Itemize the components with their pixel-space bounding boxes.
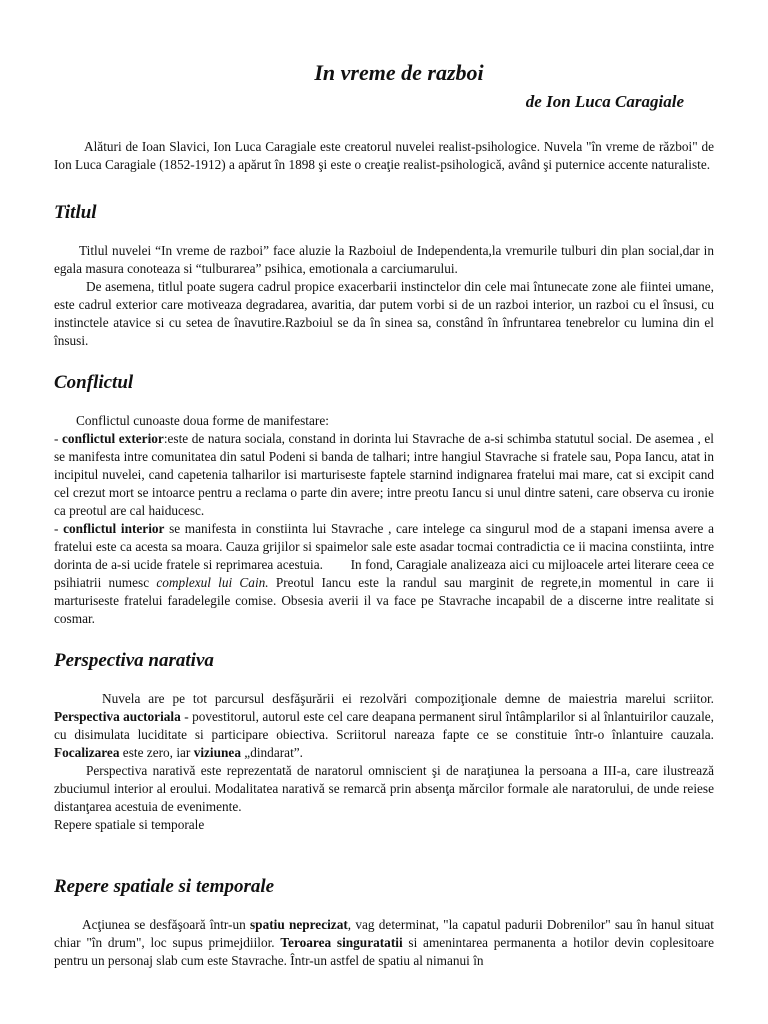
focalizarea-term: Focalizarea — [54, 745, 120, 760]
list-dash: - — [54, 521, 64, 536]
document-page — [54, 50, 718, 970]
conflictul-intro: Conflictul cunoaste doua forme de manifestare: — [76, 413, 329, 428]
teroarea-singuratatii-term: Teroarea singuratatii — [280, 935, 403, 950]
perspectiva-text-a: Nuvela are pe tot parcursul desfăşurării ei rezolvări compoziţionale demne de maiestria marelui scriitor. — [102, 691, 714, 706]
repere-text-a: Acţiunea se desfăşoară într-un — [82, 917, 250, 932]
viziunea-term: viziunea — [193, 745, 241, 760]
titlul-paragraph-2: De asemena, titlul poate sugera cadrul propice exacerbarii instinctelor din cele mai întunecate zone ale fiintei umane, este cadrul exterior care motiveaza degradarea, avaritia, dar putem vorbi si de un razboi interior, un razboi cu el însusi, cu instinctele atavice si cu setea de înavutire.Razboiul se da în sinea sa, constând în înfruntarea tenebrelor cu lumina din el însusi. — [54, 279, 714, 348]
section-heading-conflictul: Conflictul — [54, 372, 134, 393]
repere-paragraph — [54, 916, 714, 970]
conflictul-exterior-text: :este de natura sociala, constand in dorinta lui Stavrache de a-si schimba statutul social. De asemea , el se manifesta intre comunitatea din satul Podeni si banda de talhari; intre hangiul Stavrache si fratele sau, Popa Iancu, atat in incipitul nuvelei, cand capetenia talharilor isi marturiseste faptele starnind indignarea fratelui mai mare, cat si excipit cand cel crezut mort se intoarce pentru a reclama o parte din avere; intre preotu Iancu si unul dintre sateni, care observa cu ironie ca preotul are cal haiducesc. — [54, 431, 714, 518]
conflictul-interior-paragraph — [54, 520, 718, 628]
repere-text-b: , vag determinat, "la capatul padurii Dobrenilor" sau în hanul situat chiar "în drum", loc supus primejdiilor. — [54, 917, 714, 950]
perspectiva-text-d: „dindarat”. — [240, 745, 303, 760]
spatiu-neprecizat-term: spatiu neprecizat — [250, 917, 348, 932]
perspectiva-text-b: - povestitorul, autorul este cel care deapana permanent sirul întâmplarilor si al înlantuirilor cauzale, cu disimulata luciditate si participare obiectiva. Scriitorul nareaza fapte ce se constituie într-o înlantuire cauzala. — [54, 709, 714, 742]
intro-paragraph: Alături de Ioan Slavici, Ion Luca Caragiale este creatorul nuvelei realist-psihologice. Nuvela "în vreme de război" de Ion Luca Caragiale (1852-1912) a apărut în 1898 şi este o creaţie realist-psihologică, având şi puternice accente naturaliste. — [54, 139, 714, 172]
document-title: In vreme de razboi — [314, 60, 484, 85]
section-heading-repere: Repere spatiale si temporale — [54, 876, 275, 897]
document-author: de Ion Luca Caragiale — [525, 92, 684, 111]
conflictul-interior-term: conflictul interior — [63, 521, 165, 536]
conflictul-interior-text: se manifesta in constiinta lui Stavrache , care intelege ca singurul mod de a stapani imensa avere a fratelui este ca acesta sa moara. Cauza grijilor si spaimelor sale este asadar tocmai contradictia ce ii macina constiinta, intre dorinta de a-si ucide fratele si reprimarea acestuia. In fond, Caragiale analizeaza aici cu mijloacele artei literare ceea ce psihiatrii numesc — [54, 521, 718, 590]
titlul-paragraph-1: Titlul nuvelei “In vreme de razboi” face aluzie la Razboiul de Independenta,la vremurile tulburi din plan social,dar in egala masura conoteaza si “tulburarea” psihica, emotionala a carciumarului. — [54, 243, 714, 276]
perspectiva-paragraph-2: Perspectiva narativă este reprezentată de naratorul omniscient şi de naraţiunea la persoana a III-a, care ilustrează zbuciumul interior al eroului. Modalitatea narativă se remarcă prin absenţa mărcilor formale ale naratorului, de unde reiese distanţarea acestuia de evenimente. — [54, 763, 714, 814]
perspectiva-auctoriala-term: Perspectiva auctoriala — [54, 709, 181, 724]
perspectiva-text-c: este zero, iar — [119, 745, 194, 760]
conflictul-interior-text-2: Preotul Iancu este la randul sau marginit de regrete,in momentul in care ii marturiseste fratelui faradelegile comise. Obsesia averii il va face pe Stavrache incapabil de a discerne intre realitate si cosmar. — [54, 575, 715, 626]
perspectiva-paragraph-3: Repere spatiale si temporale — [54, 817, 205, 832]
section-heading-perspectiva: Perspectiva narativa — [54, 650, 214, 671]
repere-text-c: si amenintarea permanenta a hotilor devin coplesitoare pentru un personaj slab cum este Stavrache. Într-un astfel de spatiu al nimanui în — [54, 935, 715, 968]
list-dash: - — [54, 431, 63, 446]
conflictul-exterior-paragraph — [54, 430, 714, 520]
complexul-lui-cain: complexul lui Cain. — [156, 575, 269, 590]
conflictul-exterior-term: conflictul exterior — [62, 431, 164, 446]
section-heading-titlul: Titlul — [54, 202, 97, 223]
perspectiva-paragraph-1 — [54, 690, 714, 762]
